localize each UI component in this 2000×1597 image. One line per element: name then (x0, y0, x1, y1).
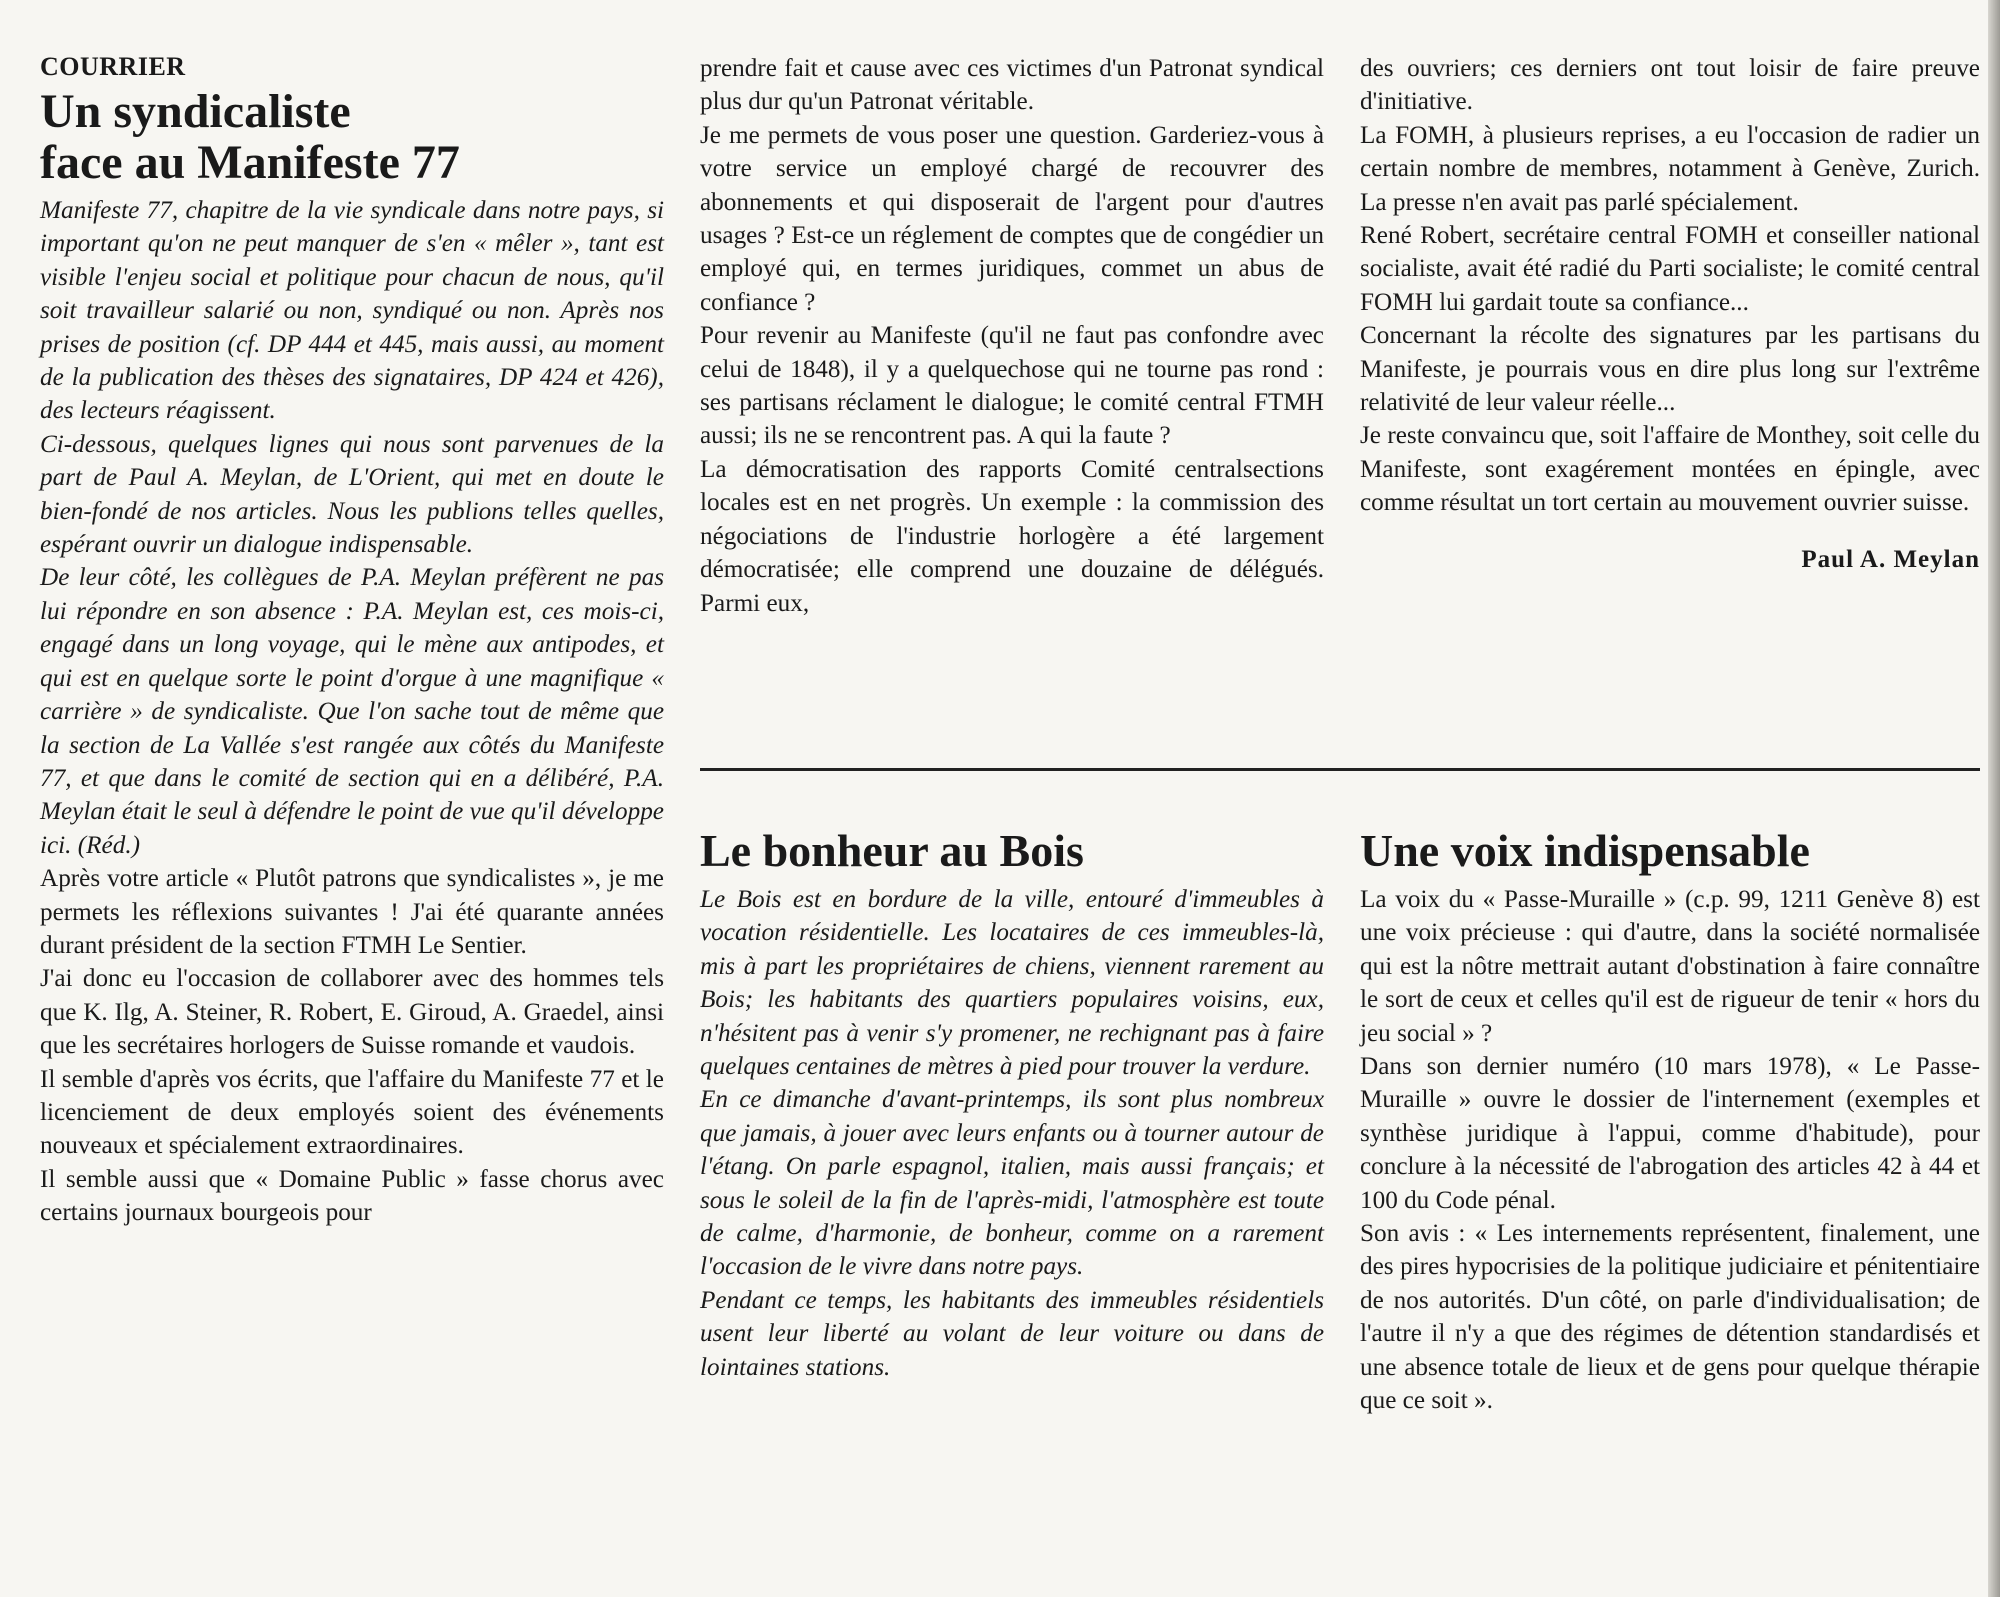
article-courrier-column-1 (40, 52, 664, 1230)
article-headline (40, 86, 664, 188)
intro-paragraph: Manifeste 77, chapitre de la vie syndicale dans notre pays, si important qu'on ne peut manquer de s'en « mêler », tant est visible l'enjeu social et politique pour chacun de nous, qu'il soit travailleur salarié ou non, syndiqué ou non. Après nos prises de position (cf. DP 444 et 445, mais aussi, au moment de la publication des thèses des signataires, DP 424 et 426), des lecteurs réagissent. (40, 197, 664, 425)
body-paragraph: Dans son dernier numéro (10 mars 1978), « Le Passe-Muraille » ouvre le dossier de l'internement (exemples et synthèse juridique à l'appui, comme d'habitude), pour conclure à la nécessité de l'abrogation des articles 42 à 44 et 100 du Code pénal. (1360, 1053, 1980, 1214)
body-paragraph: En ce dimanche d'avant-printemps, ils sont plus nombreux que jamais, à jouer avec leurs enfants ou à tourner autour de l'étang. On parle espagnol, italien, mais aussi français; et sous le soleil de la fin de l'après-midi, l'atmosphère est toute de calme, d'harmonie, de bonheur, comme on a rarement l'occasion de le vivre dans notre pays. (700, 1086, 1324, 1281)
body-paragraph: René Robert, secrétaire central FOMH et conseiller national socialiste, avait été radié du Parti socialiste; le comité central FOMH lui gardait toute sa confiance... (1360, 222, 1980, 316)
body-paragraph: J'ai donc eu l'occasion de collaborer avec des hommes tels que K. Ilg, A. Steiner, R. Robert, E. Giroud, A. Graedel, ainsi que les secrétaires horlogers de Suisse romande et vaudois. (40, 965, 664, 1060)
body-paragraph: La voix du « Passe-Muraille » (c.p. 99, 1211 Genève 8) est une voix précieuse : qui d'autre, dans la société normalisée qui est la nôtre mettrait autant d'obstination à faire connaître le sort de ceux et celles qu'il est de rigueur de tenir « hors du jeu social » ? (1360, 886, 1980, 1047)
article-headline: Une voix indispensable (1360, 825, 1810, 876)
body-paragraph: La démocratisation des rapports Comité centralsections locales est en net progrès. Un exemple : la commission des négociations de l'industrie horlogère a été largement démocratisée; elle comprend une douzaine de délégués. Parmi eux, (700, 455, 1324, 617)
headline-line-2: face au Manifeste 77 (40, 136, 460, 189)
article-headline: Le bonheur au Bois (700, 825, 1084, 876)
article-courrier-column-2 (700, 52, 1324, 620)
body-paragraph: Il semble aussi que « Domaine Public » fasse chorus avec certains journaux bourgeois pour (40, 1165, 664, 1227)
body-paragraph: Pour revenir au Manifeste (qu'il ne faut pas confondre avec celui de 1848), il y a quelquechose qui ne tourne pas rond : ses partisans réclament le dialogue; le comité central FTMH aussi; ils ne se rencontrent pas. A qui la faute ? (700, 322, 1324, 450)
body-paragraph: Il semble d'après vos écrits, que l'affaire du Manifeste 77 et le licenciement de deux employés soient des événements nouveaux et spécialement extraordinaires. (40, 1065, 664, 1160)
section-kicker: COURRIER (40, 52, 186, 81)
intro-paragraph: Ci-dessous, quelques lignes qui nous sont parvenues de la part de Paul A. Meylan, de L'Orient, qui met en doute le bien-fondé de nos articles. Nous les publions telles quelles, espérant ouvrir un dialogue indispensable. (40, 430, 664, 559)
article-bois (700, 825, 1324, 1384)
article-voix (1360, 825, 1980, 1418)
body-paragraph: Concernant la récolte des signatures par les partisans du Manifeste, je pourrais vous en dire plus long sur l'extrême relativité de leur valeur réelle... (1360, 322, 1980, 417)
page-edge-shadow (1988, 0, 2000, 1597)
headline-line-1: Un syndicaliste (40, 85, 351, 138)
body-paragraph: des ouvriers; ces derniers ont tout loisir de faire preuve d'initiative. (1360, 55, 1980, 116)
author-signature: Paul A. Meylan (1801, 545, 1980, 573)
body-paragraph: La FOMH, à plusieurs reprises, a eu l'occasion de radier un certain nombre de membres, notamment à Genève, Zurich. La presse n'en avait pas parlé spécialement. (1360, 121, 1980, 216)
body-paragraph: Son avis : « Les internements représentent, finalement, une des pires hypocrisies de la politique judiciaire et pénitentiaire de nos autorités. D'un côté, on parle d'individualisation; de l'autre il n'y a que des régimes de détention standardisés et une absence totale de lieux et de gens pour quelque thérapie que ce soit ». (1360, 1220, 1980, 1415)
intro-paragraph: De leur côté, les collègues de P.A. Meylan préfèrent ne pas lui répondre en son absence : P.A. Meylan est, ces mois-ci, engagé dans un long voyage, qui le mène aux antipodes, et qui est en quelque sorte le point d'orgue à une magnifique « carrière » de syndicaliste. Que l'on sache tout de même que la section de La Vallée s'est rangée aux côtés du Manifeste 77, et que dans le comité de section qui en a délibéré, P.A. Meylan était le seul à défendre le point de vue qu'il développe ici. (Réd.) (40, 564, 664, 859)
article-courrier-column-3 (1360, 52, 1980, 574)
section-divider (700, 768, 1980, 771)
body-paragraph: Je me permets de vous poser une question. Garderiez-vous à votre service un employé chargé de recouvrer des abonnements et qui disposerait de l'argent pour d'autres usages ? Est-ce un réglement de comptes que de congédier un employé qui, en termes juridiques, commet un abus de confiance ? (700, 121, 1324, 316)
body-paragraph: Je reste convaincu que, soit l'affaire de Monthey, soit celle du Manifeste, sont exagérement montées en épingle, avec comme résultat un tort certain au mouvement ouvrier suisse. (1360, 422, 1980, 517)
body-paragraph: prendre fait et cause avec ces victimes d'un Patronat syndical plus dur qu'un Patronat véritable. (700, 55, 1324, 116)
body-paragraph: Après votre article « Plutôt patrons que syndicalistes », je me permets les réflexions suivantes ! J'ai été quarante années durant président de la section FTMH Le Sentier. (40, 865, 664, 959)
body-paragraph: Pendant ce temps, les habitants des immeubles résidentiels usent leur liberté au volant de leur voiture ou dans de lointaines stations. (700, 1286, 1324, 1381)
body-paragraph: Le Bois est en bordure de la ville, entouré d'immeubles à vocation résidentielle. Les locataires de ces immeubles-là, mis à part les propriétaires de chiens, viennent rarement au Bois; les habitants des quartiers populaires voisins, eux, n'hésitent pas à venir s'y promener, ne rechignant pas à faire quelques centaines de mètres à pied pour trouver la verdure. (700, 886, 1324, 1081)
